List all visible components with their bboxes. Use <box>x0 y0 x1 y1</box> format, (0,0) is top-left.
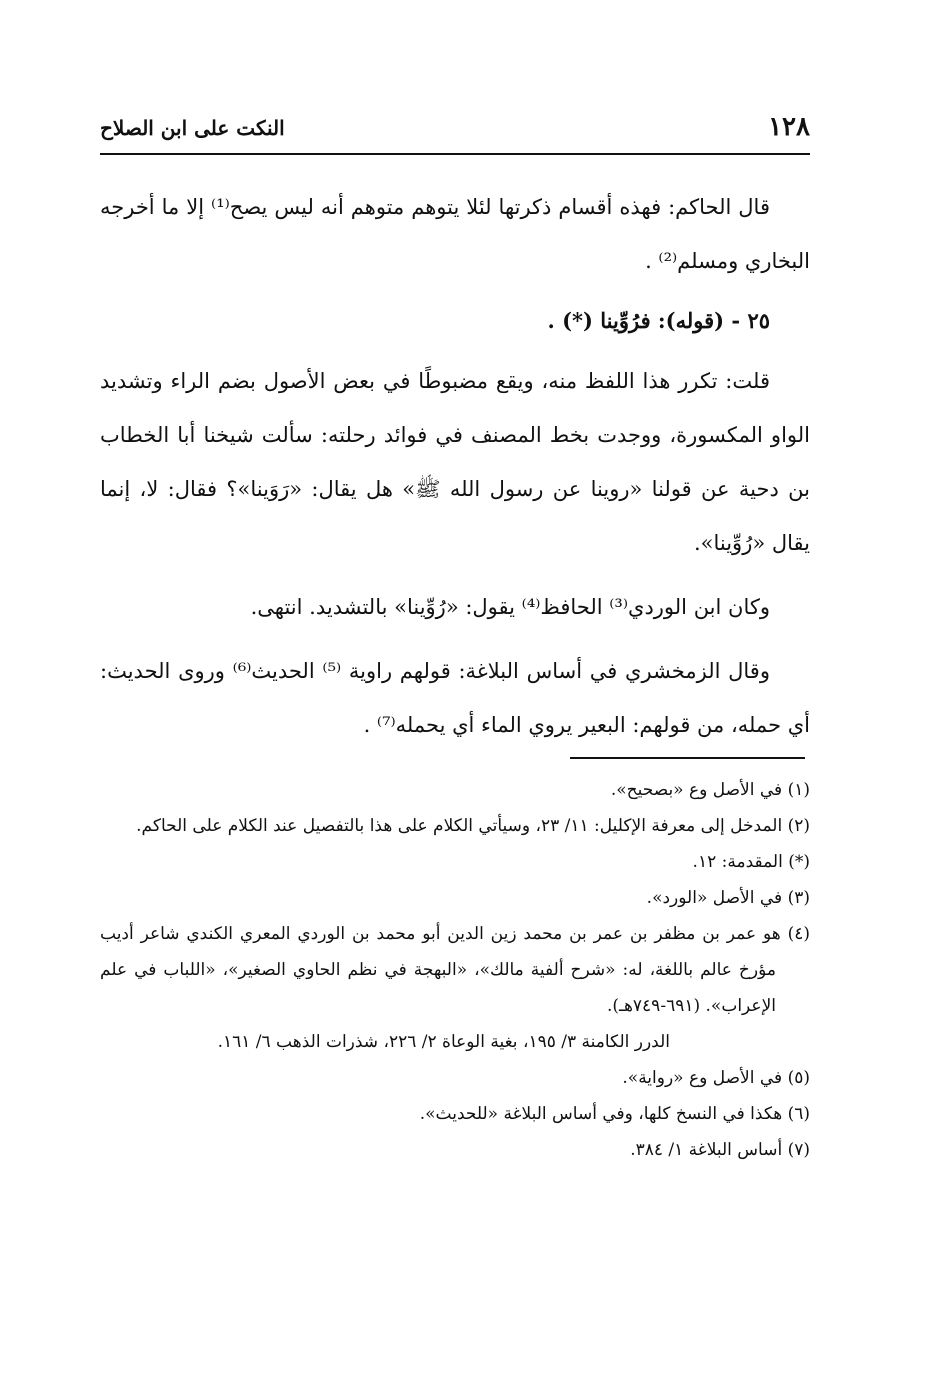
paragraph-hakim: قال الحاكم: فهذه أقسام ذكرتها لئلا يتوهم متوهم أنه ليس يصح⁽¹⁾ إلا ما أخرجه البخاري ومسلم⁽²⁾ . <box>100 195 810 273</box>
page-number: ١٢٨ <box>768 112 810 142</box>
paragraph-commentary: قلت: تكرر هذا اللفظ منه، ويقع مضبوطًا في بعض الأصول بضم الراء وتشديد الواو المكسورة، ووجدت بخط المصنف في فوائد رحلته: سألت شيخنا أبا الخطاب بن دحية عن قولنا «روينا عن رسول الله ﷺ» هل يقال: «رَوَينا»؟ فقال: لا، إنما يقال «رُوِّينا». <box>100 369 810 555</box>
running-title: النكت على ابن الصلاح <box>100 116 285 140</box>
footnotes <box>100 772 810 1168</box>
footnote-2: (٢) المدخل إلى معرفة الإكليل: ١١/ ٢٣، وسيأتي الكلام على هذا بالتفصيل عند الكلام على الحاكم. <box>136 816 810 836</box>
footnote-4: (٤) هو عمر بن مظفر بن عمر بن محمد زين الدين أبو محمد بن الوردي المعري الكندي شاعر أديب مؤرخ عالم باللغة، له: «شرح ألفية مالك»، «البهجة في نظم الحاوي الصغير»، «اللباب في علم الإعراب». (٦٩١-٧٤٩هـ). <box>100 924 810 1016</box>
footnote-4-sources: الدرر الكامنة ٣/ ١٩٥، بغية الوعاة ٢/ ٢٢٦، شذرات الذهب ٦/ ١٦١. <box>217 1032 670 1052</box>
footnote-6: (٦) هكذا في النسخ كلها، وفي أساس البلاغة «للحديث». <box>419 1104 810 1124</box>
footnote-5: (٥) في الأصل وع «رواية». <box>622 1068 810 1088</box>
section-heading: ٢٥ - (قوله): فرُوِّينا (*) . <box>547 308 770 333</box>
footnote-7: (٧) أساس البلاغة ١/ ٣٨٤. <box>630 1140 810 1160</box>
paragraph-ibn-wardi: وكان ابن الوردي⁽³⁾ الحافظ⁽⁴⁾ يقول: «رُوِّينا» بالتشديد. انتهى. <box>250 595 770 619</box>
paragraph-zamakhshari: وقال الزمخشري في أساس البلاغة: قولهم راوية ⁽⁵⁾ الحديث⁽⁶⁾ وروى الحديث: أي حمله، من قولهم: البعير يروي الماء أي يحمله⁽⁷⁾ . <box>100 659 810 737</box>
main-text <box>100 180 810 752</box>
page-header <box>100 112 810 152</box>
footnote-1: (١) في الأصل وع «بصحيح». <box>610 780 810 800</box>
header-rule <box>100 153 810 155</box>
footnote-3: (٣) في الأصل «الورد». <box>646 888 810 908</box>
footnote-star: (*) المقدمة: ١٢. <box>692 852 810 872</box>
footnote-separator <box>570 757 805 759</box>
